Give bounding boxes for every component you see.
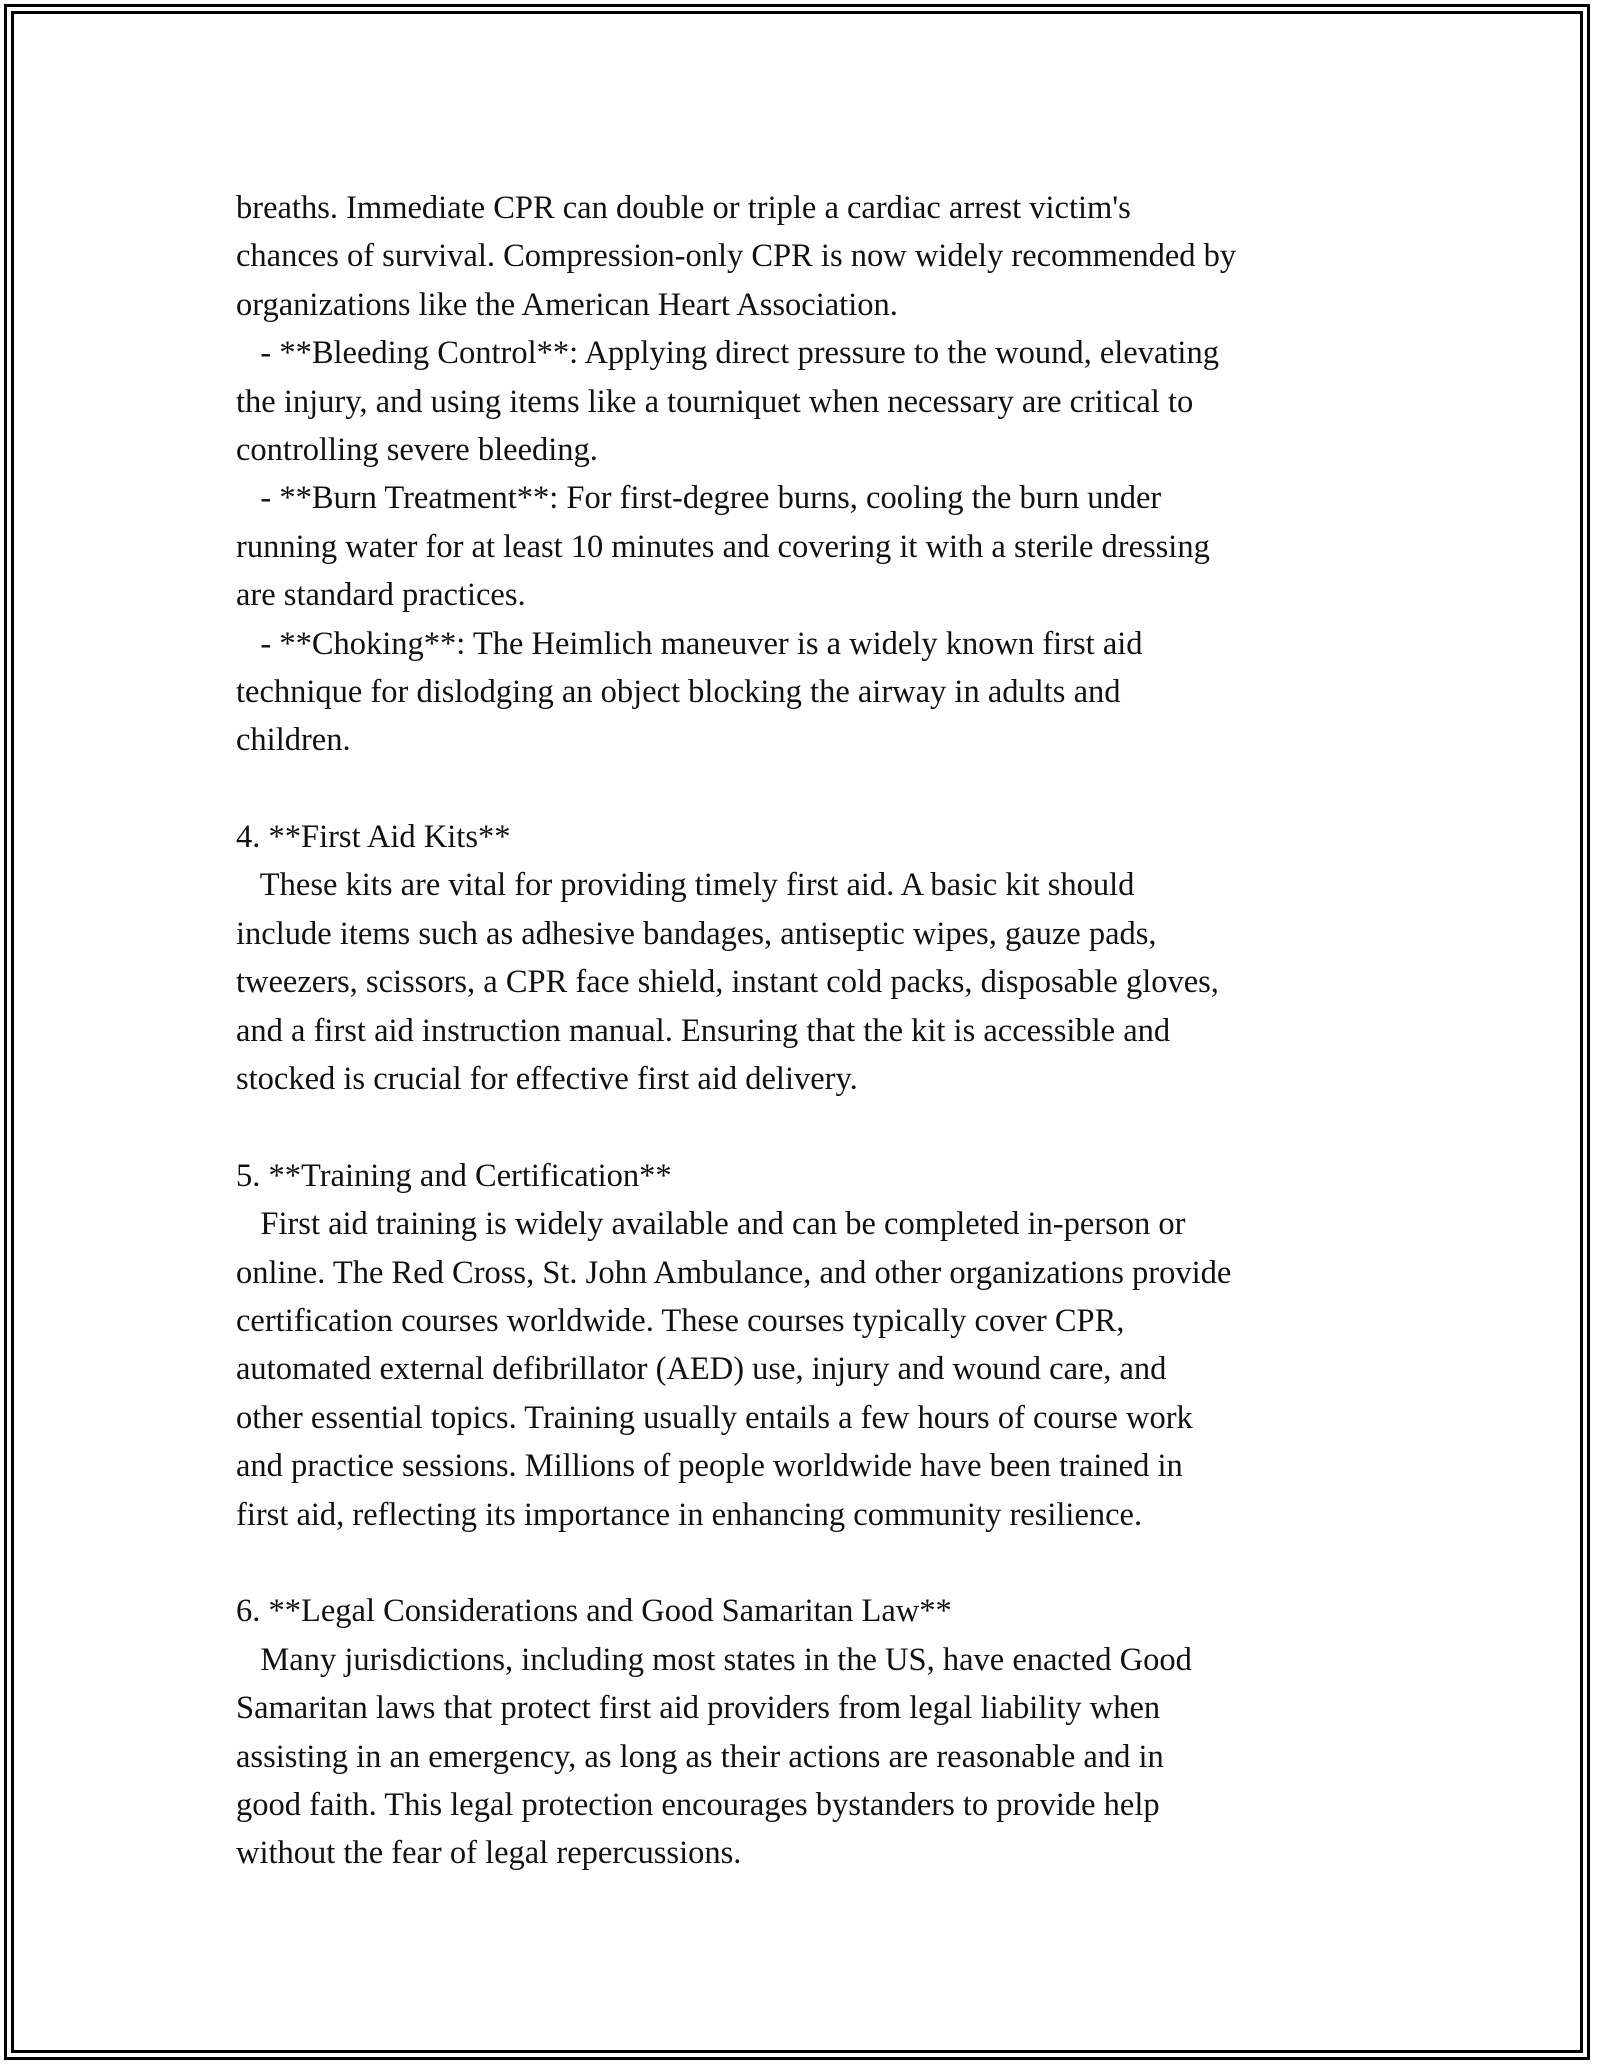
text-line: certification courses worldwide. These courses typically cover CPR, xyxy=(236,1302,1125,1339)
text-line: - **Choking**: The Heimlich maneuver is a widely known first aid xyxy=(236,625,1143,662)
blank-line xyxy=(236,1539,1376,1587)
text-line: stocked is crucial for effective first aid delivery. xyxy=(236,1061,858,1098)
text-line: 4. **First Aid Kits** xyxy=(236,819,511,856)
text-line: children. xyxy=(236,722,351,759)
text-line: - **Bleeding Control**: Applying direct pressure to the wound, elevating xyxy=(236,335,1219,372)
text-line: without the fear of legal repercussions. xyxy=(236,1835,742,1872)
text-line: the injury, and using items like a tourniquet when necessary are critical to xyxy=(236,383,1194,420)
text-line: chances of survival. Compression-only CPR is now widely recommended by xyxy=(236,238,1237,275)
text-line: breaths. Immediate CPR can double or triple a cardiac arrest victim's xyxy=(236,190,1131,226)
text-line: Samaritan laws that protect first aid providers from legal liability when xyxy=(236,1690,1161,1727)
text-line: 5. **Training and Certification** xyxy=(236,1157,672,1194)
blank-line xyxy=(236,765,1376,813)
text-line: technique for dislodging an object blocking the airway in adults and xyxy=(236,673,1121,710)
text-line: organizations like the American Heart Association. xyxy=(236,286,898,323)
text-line: These kits are vital for providing timely first aid. A basic kit should xyxy=(236,867,1135,904)
text-line: good faith. This legal protection encourages bystanders to provide help xyxy=(236,1786,1160,1823)
text-line: other essential topics. Training usually entails a few hours of course work xyxy=(236,1399,1193,1436)
text-line: and a first aid instruction manual. Ensuring that the kit is accessible and xyxy=(236,1012,1171,1049)
text-line: running water for at least 10 minutes and covering it with a sterile dressing xyxy=(236,528,1210,565)
text-line: include items such as adhesive bandages, antiseptic wipes, gauze pads, xyxy=(236,915,1157,952)
text-line: tweezers, scissors, a CPR face shield, instant cold packs, disposable gloves, xyxy=(236,964,1219,1001)
document-body xyxy=(236,184,1376,1878)
text-line: first aid, reflecting its importance in enhancing community resilience. xyxy=(236,1496,1143,1533)
text-line: and practice sessions. Millions of people worldwide have been trained in xyxy=(236,1448,1183,1485)
text-line: are standard practices. xyxy=(236,577,526,614)
blank-line xyxy=(236,1103,1376,1151)
text-line: online. The Red Cross, St. John Ambulance, and other organizations provide xyxy=(236,1254,1232,1291)
text-line: assisting in an emergency, as long as their actions are reasonable and in xyxy=(236,1738,1164,1775)
text-line: First aid training is widely available and can be completed in-person or xyxy=(236,1206,1186,1243)
text-line: Many jurisdictions, including most states in the US, have enacted Good xyxy=(236,1641,1192,1678)
text-line: - **Burn Treatment**: For first-degree burns, cooling the burn under xyxy=(236,480,1162,517)
text-line: controlling severe bleeding. xyxy=(236,431,598,468)
text-line: automated external defibrillator (AED) use, injury and wound care, and xyxy=(236,1351,1167,1388)
text-line: 6. **Legal Considerations and Good Samaritan Law** xyxy=(236,1593,952,1630)
